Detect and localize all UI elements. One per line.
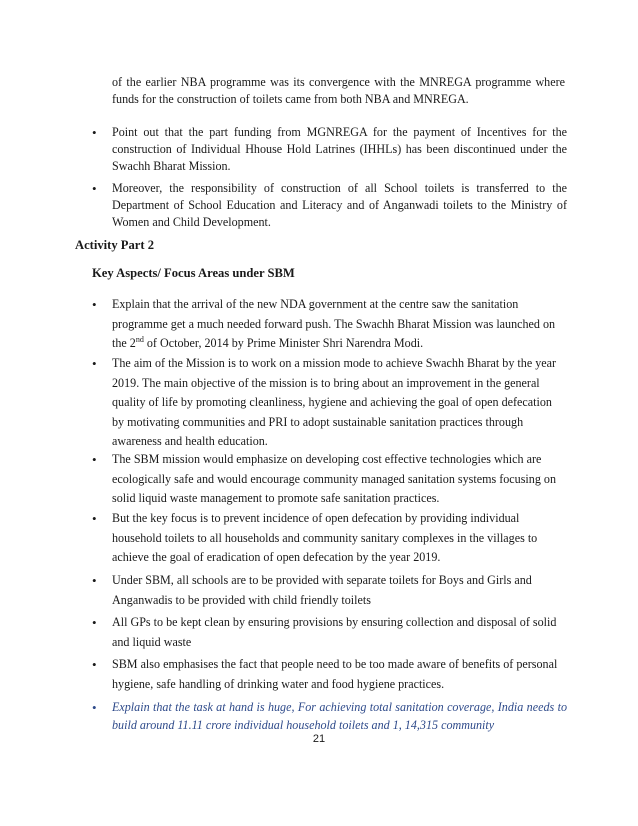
ordinal-suffix: nd bbox=[135, 334, 144, 344]
bullet-gp-clean: All GPs to be kept clean by ensuring provisions by ensuring collection and disposal of solid and liquid waste bbox=[112, 615, 557, 649]
bullet-mgnrega-funding: Point out that the part funding from MGNREGA for the payment of Incentives for the construction of Individual Hhouse Hold Latrines (IHHLs) has been discontinued under the Swachh Bharat Mission. bbox=[112, 125, 567, 173]
bullet-mission-aim: The aim of the Mission is to work on a mission mode to achieve Swachh Bharat by the year 2019. The main objective of the mission is to bring about an improvement in the general quality of life by promoting cleanliness, hygiene and achieving the goal of open defecation by motivating communities and PRI to adopt sustainable sanitation practices through awareness and health education. bbox=[112, 356, 557, 448]
bullet-marker: • bbox=[92, 657, 97, 672]
bullet-marker: • bbox=[92, 452, 97, 467]
continuation-paragraph: of the earlier NBA programme was its convergence with the MNREGA programme where funds for the construction of toilets came from both NBA and MNREGA. bbox=[112, 75, 565, 106]
bullet-marker: • bbox=[92, 573, 97, 588]
bullet-nda-government bbox=[112, 295, 567, 354]
activity-heading: Activity Part 2 bbox=[75, 238, 155, 252]
bullet-marker: • bbox=[92, 356, 97, 371]
bullet-marker: • bbox=[92, 297, 97, 312]
sub-heading: Key Aspects/ Focus Areas under SBM bbox=[92, 266, 295, 280]
bullet-school-toilets-sbm: Under SBM, all schools are to be provided with separate toilets for Boys and Girls and Anganwadis to be provided with child friendly toilets bbox=[112, 573, 532, 607]
bullet-open-defecation: But the key focus is to prevent incidence of open defecation by providing individual household toilets to all households and community sanitary complexes in the villages to achieve the goal of eradication of open defecation by the year 2019. bbox=[112, 511, 538, 564]
bullet-marker: • bbox=[92, 125, 97, 140]
bullet-school-toilets: Moreover, the responsibility of construction of all School toilets is transferred to the Department of School Education and Literacy and of Anganwadi toilets to the Ministry of Women and Child Development. bbox=[112, 181, 567, 229]
bullet-nda-text-end: of October, 2014 by Prime Minister Shri Narendra Modi. bbox=[143, 336, 424, 350]
bullet-marker: • bbox=[92, 700, 97, 715]
bullet-task-huge: Explain that the task at hand is huge, For achieving total sanitation coverage, India needs to build around 11.11 crore individual household toilets and 1, 14,315 community bbox=[112, 700, 567, 732]
bullet-hygiene-awareness: SBM also emphasises the fact that people need to be too made aware of benefits of personal hygiene, safe handling of drinking water and food hygiene practices. bbox=[112, 657, 558, 691]
bullet-nda-text-start: Explain that the arrival of the new NDA government at the centre saw the sanitation programme get a much needed forward push. The Swachh Bharat Mission was launched on the 2 bbox=[112, 297, 556, 350]
bullet-marker: • bbox=[92, 511, 97, 526]
bullet-cost-effective-tech: The SBM mission would emphasize on developing cost effective technologies which are ecologically safe and would encourage community managed sanitation systems focusing on solid liquid waste management to promote safe sanitation practices. bbox=[112, 452, 556, 505]
page-number: 21 bbox=[312, 733, 326, 745]
bullet-marker: • bbox=[92, 181, 97, 196]
bullet-marker: • bbox=[92, 615, 97, 630]
